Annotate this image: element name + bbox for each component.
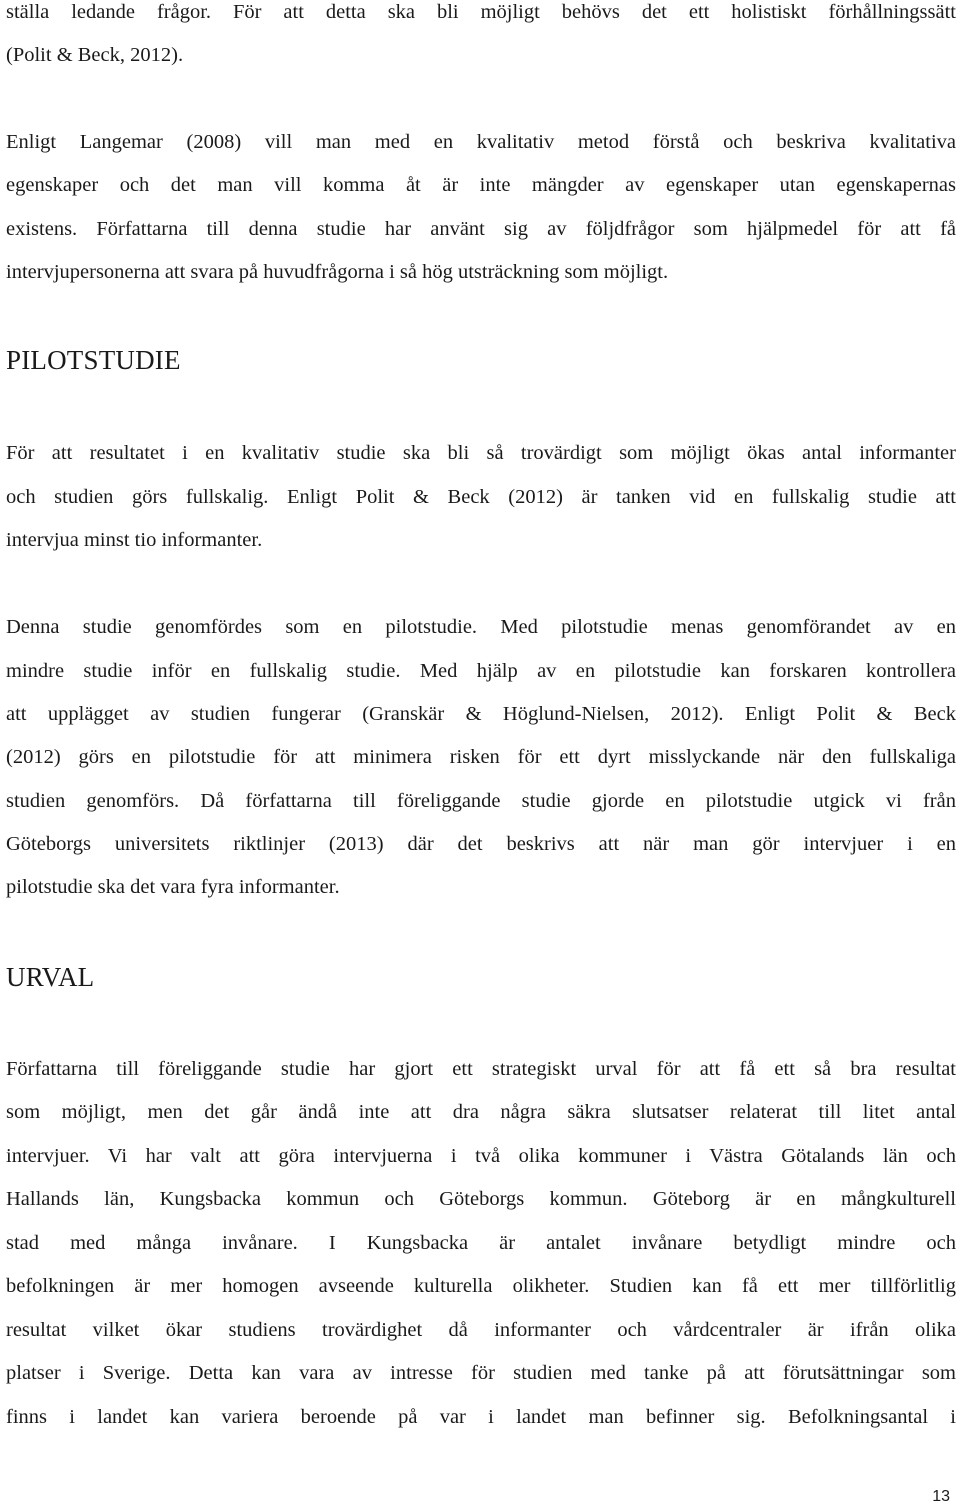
- paragraph-line: finns i landet kan variera beroende på var i landet man befinner sig. Befolkningsantal i: [6, 1406, 956, 1428]
- paragraph-line: Enligt Langemar (2008) vill man med en kvalitativ metod förstå och beskriva kvalitativa: [6, 131, 956, 153]
- paragraph-line: som möjligt, men det går ändå inte att dra några säkra slutsatser relaterat till litet antal: [6, 1101, 956, 1123]
- paragraph-line: studien genomförs. Då författarna till föreliggande studie gjorde en pilotstudie utgick vi från: [6, 790, 956, 812]
- paragraph-line: Hallands län, Kungsbacka kommun och Göteborgs kommun. Göteborg är en mångkulturell: [6, 1188, 956, 1210]
- paragraph-line: platser i Sverige. Detta kan vara av intresse för studien med tanke på att förutsättningar som: [6, 1362, 956, 1384]
- paragraph-line: att upplägget av studien fungerar (Granskär & Höglund-Nielsen, 2012). Enligt Polit & Beck: [6, 703, 956, 725]
- paragraph-line: intervjuer. Vi har valt att göra intervjuerna i två olika kommuner i Västra Götalands län och: [6, 1145, 956, 1167]
- paragraph-line: Författarna till föreliggande studie har gjort ett strategiskt urval för att få ett så bra resultat: [6, 1058, 956, 1080]
- paragraph-line: stad med många invånare. I Kungsbacka är antalet invånare betydligt mindre och: [6, 1232, 956, 1254]
- paragraph-line: intervjupersonerna att svara på huvudfrågorna i så hög utsträckning som möjligt.: [6, 261, 669, 283]
- paragraph-line: ställa ledande frågor. För att detta ska bli möjligt behövs det ett holistiskt förhållningssätt: [6, 1, 956, 23]
- paragraph-line: (Polit & Beck, 2012).: [6, 44, 184, 66]
- paragraph-line: existens. Författarna till denna studie har använt sig av följdfrågor som hjälpmedel för att få: [6, 218, 956, 240]
- paragraph-line: intervjua minst tio informanter.: [6, 529, 263, 551]
- paragraph-line: (2012) görs en pilotstudie för att minimera risken för ett dyrt misslyckande när den fullskaliga: [6, 746, 956, 768]
- paragraph-line: befolkningen är mer homogen avseende kulturella olikheter. Studien kan få ett mer tillförlitlig: [6, 1275, 956, 1297]
- section-heading-pilotstudie: PILOTSTUDIE: [6, 345, 181, 375]
- page-number: 13: [932, 1488, 950, 1505]
- section-heading-urval: URVAL: [6, 962, 95, 992]
- paragraph-line: För att resultatet i en kvalitativ studie ska bli så trovärdigt som möjligt ökas antal informanter: [6, 442, 956, 464]
- paragraph-line: egenskaper och det man vill komma åt är inte mängder av egenskaper utan egenskapernas: [6, 174, 956, 196]
- paragraph-line: resultat vilket ökar studiens trovärdighet då informanter och vårdcentraler är ifrån olika: [6, 1319, 956, 1341]
- paragraph-line: Göteborgs universitets riktlinjer (2013) där det beskrivs att när man gör intervjuer i en: [6, 833, 956, 855]
- paragraph-line: mindre studie inför en fullskalig studie. Med hjälp av en pilotstudie kan forskaren kontrollera: [6, 660, 956, 682]
- paragraph-line: Denna studie genomfördes som en pilotstudie. Med pilotstudie menas genomförandet av en: [6, 616, 956, 638]
- paragraph-line: pilotstudie ska det vara fyra informanter.: [6, 876, 340, 898]
- paragraph-line: och studien görs fullskalig. Enligt Polit & Beck (2012) är tanken vid en fullskalig studie att: [6, 486, 956, 508]
